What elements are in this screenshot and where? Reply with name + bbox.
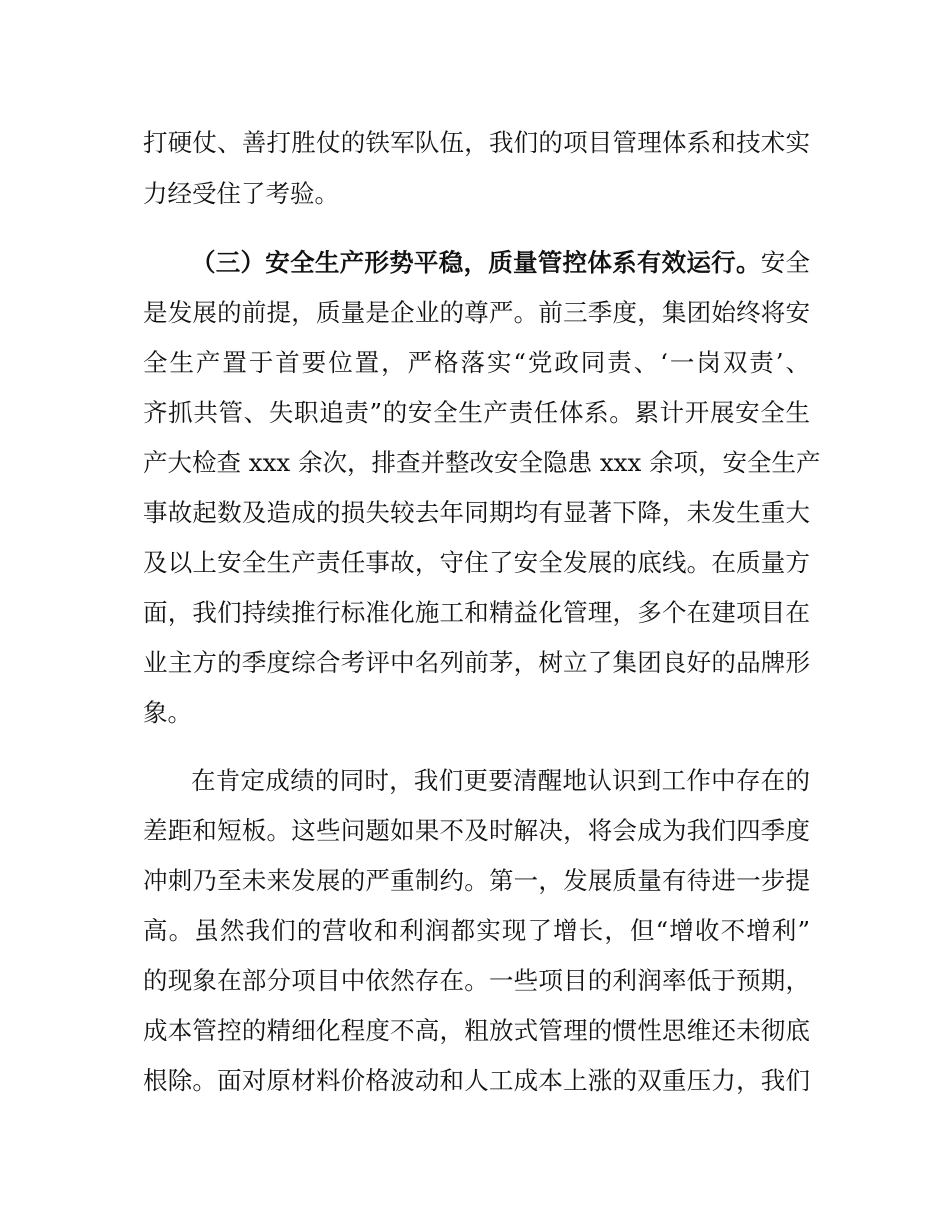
paragraph-2-line-2: 是发展的前提，质量是企业的尊严。前三季度，集团始终将安 xyxy=(143,298,810,327)
paragraph-2-line-6: 事故起数及造成的损失较去年同期均有显著下降，未发生重大 xyxy=(143,498,810,527)
paragraph-2-line-3: 全生产置于首要位置，严格落实“党政同责、‘一岗双责’、 xyxy=(143,348,810,377)
paragraph-2-line-10: 象。 xyxy=(143,698,192,727)
paragraph-3-line-5: 的现象在部分项目中依然存在。一些项目的利润率低于预期， xyxy=(143,966,810,995)
paragraph-1-line-1: 打硬仗、善打胜仗的铁军队伍，我们的项目管理体系和技术实 xyxy=(143,128,810,157)
paragraph-3-line-3: 冲刺乃至未来发展的严重制约。第一，发展质量有待进一步提 xyxy=(143,866,810,895)
paragraph-3-line-7: 根除。面对原材料价格波动和人工成本上涨的双重压力，我们 xyxy=(143,1066,810,1095)
paragraph-1-line-2: 力经受住了考验。 xyxy=(143,179,339,208)
paragraph-2-line-4: 齐抓共管、失职追责”的安全生产责任体系。累计开展安全生 xyxy=(143,398,810,427)
paragraph-2-line-9: 业主方的季度综合考评中名列前茅，树立了集团良好的品牌形 xyxy=(143,648,810,677)
paragraph-3-line-1: 在肯定成绩的同时，我们更要清醒地认识到工作中存在的 xyxy=(191,766,810,795)
paragraph-2-line-1 xyxy=(191,246,810,280)
paragraph-3-line-6: 成本管控的精细化程度不高，粗放式管理的惯性思维还未彻底 xyxy=(143,1016,810,1045)
paragraph-2-heading-tail: 安全 xyxy=(760,248,811,277)
paragraph-2-line-7: 及以上安全生产责任事故，守住了安全发展的底线。在质量方 xyxy=(143,548,810,577)
paragraph-3-line-4: 高。虽然我们的营收和利润都实现了增长，但“增收不增利” xyxy=(143,916,810,945)
paragraph-2-line-5: 产大检查 xxx 余次，排查并整改安全隐患 xxx 余项，安全生产 xyxy=(143,448,821,477)
paragraph-3-line-2: 差距和短板。这些问题如果不及时解决，将会成为我们四季度 xyxy=(143,816,810,845)
section-heading: （三）安全生产形势平稳，质量管控体系有效运行。 xyxy=(191,248,761,277)
paragraph-2-line-8: 面，我们持续推行标准化施工和精益化管理，多个在建项目在 xyxy=(143,598,810,627)
